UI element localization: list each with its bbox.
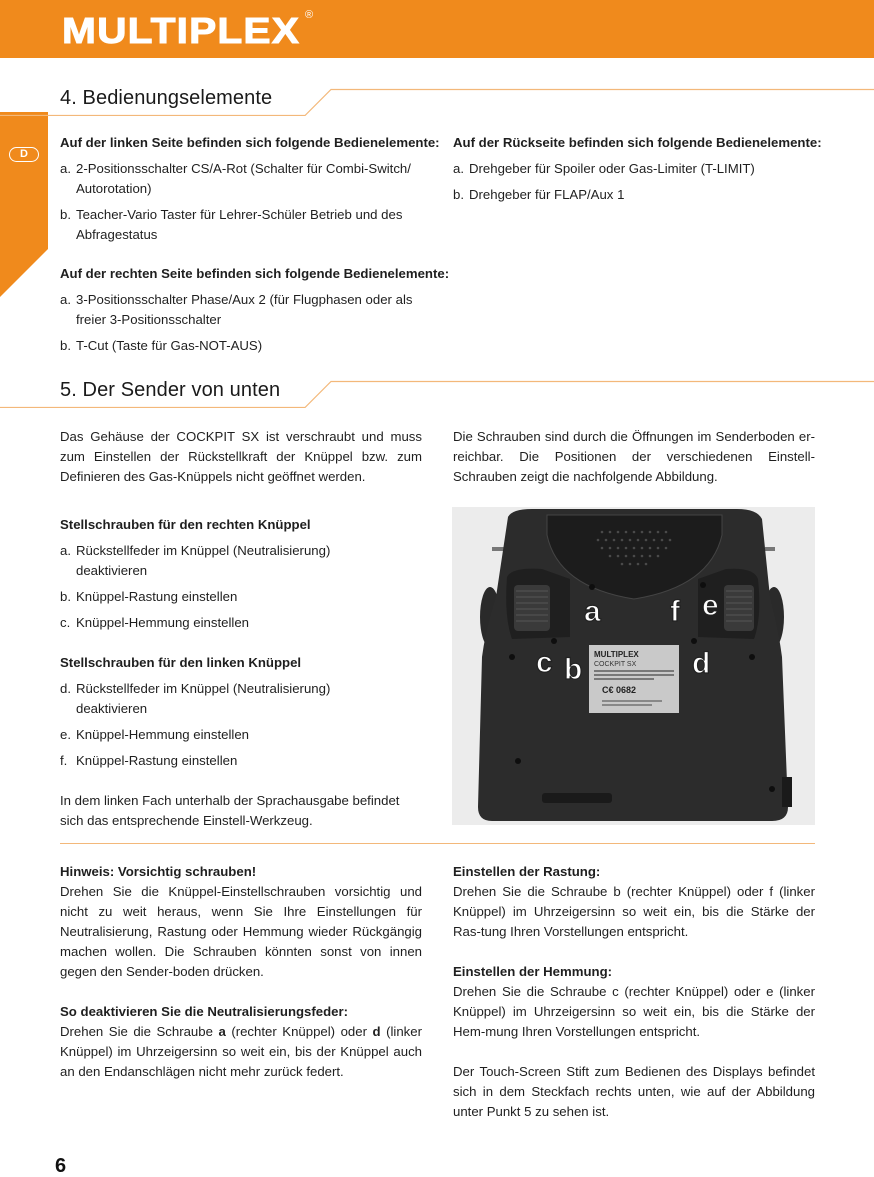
- list-item: [60, 613, 425, 633]
- list-item: [60, 205, 425, 245]
- list-item: [60, 541, 425, 581]
- item-text: Teacher-Vario Taster für Lehrer-Schüler Betrieb und des Abfragestatus: [76, 207, 403, 242]
- ce-mark: C€ 0682: [602, 685, 637, 695]
- item-label: b.: [60, 338, 71, 353]
- item-text: T-Cut (Taste für Gas-NOT-AUS): [76, 338, 263, 353]
- item-label: e.: [60, 727, 71, 742]
- item-text: Drehgeber für FLAP/Aux 1: [469, 187, 625, 202]
- section-4-title: 4. Bedienungselemente: [60, 87, 273, 109]
- item-label: d.: [60, 681, 71, 696]
- screw-label-b: b: [564, 653, 583, 686]
- friction-heading: Einstellen der Hemmung:: [453, 964, 613, 979]
- section-5-intro-left: Das Gehäuse der COCKPIT SX ist verschraubt und muss zum Einstellen der Rückstellkraft der Knüppel bzw. zum Definieren des Gas-Knüppels nicht geöffnet werden.: [60, 429, 422, 484]
- left-side-controls: [60, 133, 440, 245]
- notes-right: [453, 862, 815, 1122]
- detent-heading: Einstellen der Rastung:: [453, 864, 601, 879]
- item-label: a.: [453, 161, 464, 176]
- item-label: b.: [60, 207, 71, 222]
- tool-note: In dem linken Fach unterhalb der Sprachausgabe befindet sich das entsprechende Einstell-Werkzeug.: [60, 793, 400, 828]
- stylus-note: Der Touch-Screen Stift zum Bedienen des Displays befindet sich in dem Steckfach rechts unten, wie auf der Abbildung unter Punkt 5 zu sehen ist.: [453, 1064, 815, 1119]
- list-item: [60, 725, 425, 745]
- item-text: Drehgeber für Spoiler oder Gas-Limiter (T-LIMIT): [469, 161, 755, 176]
- deactivate-text: [60, 1022, 422, 1082]
- section-5-intro-right: Die Schrauben sind durch die Öffnungen im Senderboden er-reichbar. Die Positionen der verschiedenen Einstell-Schrauben zeigt die nachfolgende Abbildung.: [453, 429, 815, 484]
- item-text: Rückstellfeder im Knüppel (Neutralisierung) deaktivieren: [76, 543, 331, 578]
- item-label: a.: [60, 292, 71, 307]
- item-label: c.: [60, 615, 71, 630]
- list-item: [60, 336, 425, 356]
- list-item: [60, 751, 425, 771]
- item-label: a.: [60, 543, 71, 558]
- deactivate-text-pre: Drehen Sie die Schraube: [60, 1024, 219, 1039]
- friction-text: Drehen Sie die Schraube c (rechter Knüppel) oder e (linker Knüppel) im Uhrzeigersinn so weit ein, bis die Stärke der Hem-mung Ihren Vorstellungen entspricht.: [453, 984, 815, 1039]
- left-side-heading: Auf der linken Seite befinden sich folgende Bedienelemente:: [60, 135, 440, 150]
- page-number: 6: [55, 1155, 67, 1177]
- item-text: Knüppel-Hemmung einstellen: [76, 727, 250, 742]
- right-stick-screws: [60, 515, 425, 633]
- notes-left: [60, 862, 422, 1082]
- item-text: Knüppel-Rastung einstellen: [76, 753, 238, 768]
- deactivate-text-mid: (rechter Knüppel) oder: [225, 1024, 373, 1039]
- screw-label-f: f: [670, 595, 680, 628]
- registered-mark: ®: [305, 9, 314, 21]
- device-model: COCKPIT SX: [594, 661, 637, 668]
- right-stick-heading: Stellschrauben für den rechten Knüppel: [60, 517, 311, 532]
- right-side-heading: Auf der rechten Seite befinden sich folgende Bedienelemente:: [60, 266, 450, 281]
- back-side-controls: [453, 133, 822, 205]
- back-side-heading: Auf der Rückseite befinden sich folgende Bedienelemente:: [453, 135, 822, 150]
- item-text: Rückstellfeder im Knüppel (Neutralisierung) deaktivieren: [76, 681, 331, 716]
- screw-d-ref: d: [372, 1024, 381, 1039]
- section-5-title: 5. Der Sender von unten: [60, 379, 281, 401]
- screw-label-d: d: [692, 647, 711, 680]
- device-brand: MULTIPLEX: [594, 650, 639, 659]
- section-4-header: [0, 86, 874, 116]
- item-text: Knüppel-Rastung einstellen: [76, 589, 238, 604]
- warning-heading: Hinweis: Vorsichtig schrauben!: [60, 864, 257, 879]
- multiplex-logo: [60, 10, 310, 50]
- list-item: [60, 290, 425, 330]
- detent-text: Drehen Sie die Schraube b (rechter Knüppel) oder f (linker Knüppel) im Uhrzeigersinn so weit ein, bis die Stärke der Ras-tung Ihren Vorstellungen entspricht.: [453, 884, 815, 939]
- item-text: 2-Positionsschalter CS/A-Rot (Schalter für Combi-Switch/ Autorotation): [76, 161, 411, 196]
- item-label: a.: [60, 161, 71, 176]
- brand-name: MULTIPLEX: [62, 10, 300, 50]
- deactivate-text-post: (linker Knüppel) im Uhrzeigersinn so weit ein, bis der Knüppel auch an den Endanschlägen nicht mehr zurück federt.: [60, 1024, 422, 1079]
- item-label: b.: [60, 589, 71, 604]
- item-label: f.: [60, 753, 68, 768]
- transmitter-bottom-photo: [452, 507, 815, 825]
- screw-a-ref: a: [218, 1024, 226, 1039]
- list-item: [60, 159, 425, 199]
- language-label: D: [9, 147, 39, 162]
- item-label: b.: [453, 187, 464, 202]
- item-text: Knüppel-Hemmung einstellen: [76, 615, 250, 630]
- screw-label-e: e: [702, 589, 719, 622]
- deactivate-heading: So deaktivieren Sie die Neutralisierungsfeder:: [60, 1004, 349, 1019]
- item-text: 3-Positionsschalter Phase/Aux 2 (für Flugphasen oder als freier 3-Positionsschalter: [76, 292, 413, 327]
- warning-text: Drehen Sie die Knüppel-Einstellschrauben vorsichtig und nicht zu weit heraus, wenn Sie Ihre Einstellungen für Neutralisierung, Rastung oder Hemmung wieder Rückgängig machen wollen. Die Schrauben könnten sonst von innen gegen den Sender-boden drücken.: [60, 884, 422, 979]
- section-divider: [60, 843, 815, 844]
- list-item: [453, 159, 818, 179]
- right-side-controls: [60, 264, 450, 356]
- section-5-header: [0, 378, 874, 408]
- list-item: [60, 679, 425, 719]
- left-stick-heading: Stellschrauben für den linken Knüppel: [60, 655, 302, 670]
- list-item: [60, 587, 425, 607]
- screw-label-c: c: [536, 646, 553, 679]
- left-stick-screws: [60, 653, 425, 771]
- list-item: [453, 185, 818, 205]
- screw-label-a: a: [584, 595, 601, 628]
- language-side-tab: [0, 112, 48, 297]
- header-bar: [0, 0, 874, 58]
